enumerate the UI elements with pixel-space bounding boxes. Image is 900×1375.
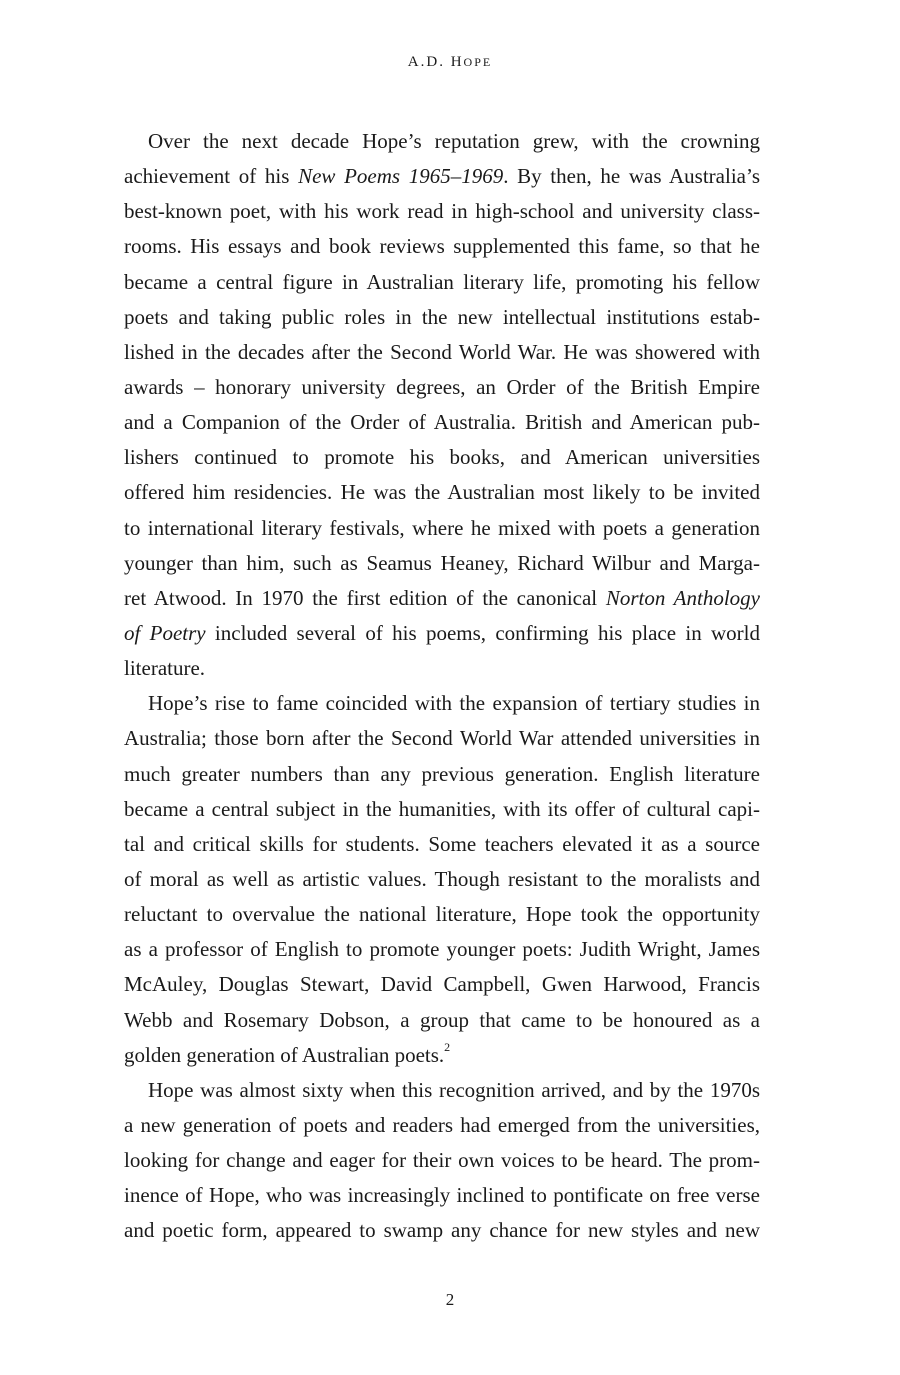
text-run: a new generation of poets and readers had emerged from the universities, bbox=[124, 1112, 760, 1137]
text-run: younger than him, such as Seamus Heaney, Richard Wilbur and Marga- bbox=[124, 550, 760, 575]
text-line bbox=[124, 1178, 760, 1213]
text-line bbox=[124, 932, 760, 967]
text-line bbox=[124, 616, 760, 651]
text-run: rooms. His essays and book reviews supplemented this fame, so that he bbox=[124, 234, 760, 259]
running-head-smallcaps: OPE bbox=[463, 55, 493, 69]
text-run: Australia; those born after the Second World War attended universities in bbox=[124, 726, 760, 751]
text-line bbox=[124, 511, 760, 546]
italic-title: Norton Anthology bbox=[605, 585, 760, 610]
italic-title: of Poetry bbox=[124, 620, 206, 645]
text-line bbox=[124, 827, 760, 862]
text-line bbox=[124, 757, 760, 792]
text-line bbox=[124, 897, 760, 932]
text-line bbox=[124, 651, 760, 686]
text-line bbox=[124, 300, 760, 335]
text-line bbox=[124, 546, 760, 581]
text-line bbox=[124, 405, 760, 440]
text-line bbox=[124, 475, 760, 510]
text-line bbox=[124, 862, 760, 897]
text-line bbox=[124, 581, 760, 616]
text-run: McAuley, Douglas Stewart, David Campbell, Gwen Harwood, Francis bbox=[124, 972, 760, 997]
text-run: achievement of his bbox=[124, 164, 299, 189]
italic-title: New Poems 1965–1969 bbox=[298, 164, 504, 189]
text-run: offered him residencies. He was the Australian most likely to be invited bbox=[124, 480, 760, 505]
text-run: golden generation of Australian poets. bbox=[124, 1042, 445, 1067]
running-head bbox=[0, 54, 900, 71]
text-line bbox=[124, 1073, 760, 1108]
text-run: literature. bbox=[124, 656, 206, 681]
running-head-text: A.D. H bbox=[407, 54, 464, 70]
text-line bbox=[124, 792, 760, 827]
paragraph bbox=[124, 124, 760, 686]
text-run: to international literary festivals, where he mixed with poets a generation bbox=[124, 515, 760, 540]
text-run: included several of his poems, confirming his place in world bbox=[205, 620, 760, 645]
text-run: as a professor of English to promote younger poets: Judith Wright, James bbox=[124, 937, 760, 962]
text-run: lishers continued to promote his books, and American universities bbox=[124, 445, 760, 470]
text-line bbox=[124, 1038, 760, 1073]
text-run: . By then, he was Australia’s bbox=[503, 164, 760, 189]
text-run: poets and taking public roles in the new intellectual institutions estab- bbox=[124, 304, 760, 329]
text-line bbox=[124, 1108, 760, 1143]
text-run: reluctant to overvalue the national literature, Hope took the opportunity bbox=[124, 902, 760, 927]
text-line bbox=[124, 124, 760, 159]
text-line bbox=[124, 721, 760, 756]
body-text bbox=[124, 124, 760, 1249]
paragraph bbox=[124, 686, 760, 1073]
text-line bbox=[124, 686, 760, 721]
text-run: looking for change and eager for their own voices to be heard. The prom- bbox=[124, 1148, 760, 1173]
text-line bbox=[124, 967, 760, 1002]
text-run: and a Companion of the Order of Australia. British and American pub- bbox=[124, 410, 760, 435]
text-run: Webb and Rosemary Dobson, a group that came to be honoured as a bbox=[124, 1007, 760, 1032]
text-run: and poetic form, appeared to swamp any chance for new styles and new bbox=[124, 1218, 760, 1243]
text-run: ret Atwood. In 1970 the first edition of the canonical bbox=[124, 585, 606, 610]
text-line bbox=[124, 159, 760, 194]
text-run: Over the next decade Hope’s reputation grew, with the crowning bbox=[148, 129, 760, 153]
text-line bbox=[124, 370, 760, 405]
page-number: 2 bbox=[445, 1290, 455, 1309]
text-run: Hope’s rise to fame coincided with the expansion of tertiary studies in bbox=[148, 691, 760, 716]
text-run: lished in the decades after the Second World War. He was showered with bbox=[124, 339, 760, 364]
text-run: tal and critical skills for students. Some teachers elevated it as a source bbox=[124, 831, 760, 856]
text-line bbox=[124, 1143, 760, 1178]
text-line bbox=[124, 265, 760, 300]
text-run: awards – honorary university degrees, an Order of the British Empire bbox=[124, 374, 760, 399]
text-run: of moral as well as artistic values. Though resistant to the moralists and bbox=[124, 866, 760, 891]
text-run: inence of Hope, who was increasingly inclined to pontificate on free verse bbox=[124, 1183, 760, 1208]
text-line bbox=[124, 194, 760, 229]
footnote-reference: 2 bbox=[444, 1039, 451, 1054]
text-run: much greater numbers than any previous generation. English literature bbox=[124, 761, 760, 786]
text-run: became a central figure in Australian literary life, promoting his fellow bbox=[124, 269, 760, 294]
text-line bbox=[124, 229, 760, 264]
text-line bbox=[124, 1003, 760, 1038]
text-run: Hope was almost sixty when this recognition arrived, and by the 1970s bbox=[148, 1077, 760, 1102]
text-run: became a central subject in the humanities, with its offer of cultural capi- bbox=[124, 796, 760, 821]
text-line bbox=[124, 1213, 760, 1248]
text-line bbox=[124, 335, 760, 370]
paragraph bbox=[124, 1073, 760, 1249]
text-line bbox=[124, 440, 760, 475]
text-run: best-known poet, with his work read in high-school and university class- bbox=[124, 199, 760, 224]
